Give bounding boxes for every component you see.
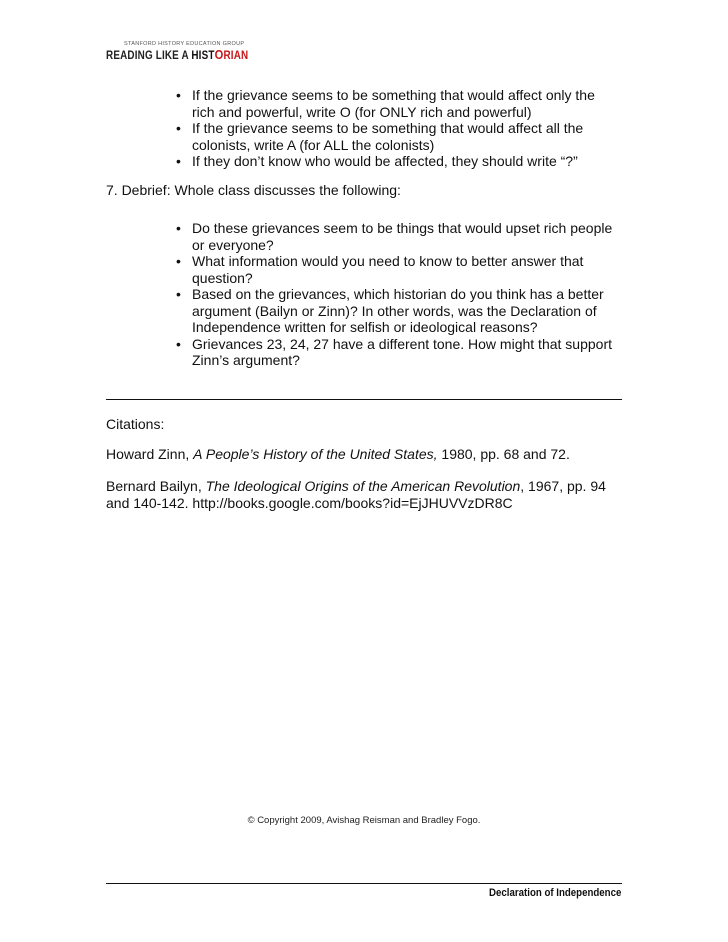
logo-subtitle: STANFORD HISTORY EDUCATION GROUP [124,41,245,47]
logo-hist: HIST [191,50,215,62]
bullet-text: Grievances 23, 24, 27 have a different tone. How might that support Zinn’s argument? [192,335,612,368]
logo-prefix: READING LIKE A [106,50,192,62]
citations-heading: Citations: [106,416,165,432]
citation-title: A People’s History of the United States, [193,446,438,462]
bullet-text: Based on the grievances, which historian do you think has a better argument (Bailyn or Zinn)? In other words, was the Declaration of Independence written for selfish or ideological reasons? [192,286,604,335]
bullet-text: Do these grievances seem to be things that would upset rich people or everyone? [192,220,613,253]
list-item [176,220,616,253]
citation-details: , 1967, pp. 94 and 140-142. http://books.google.com/books?id=EjJHUVVzDR8C [106,478,606,511]
bullet-icon: • [176,253,181,269]
bullet-icon: • [176,120,181,136]
list-item [176,336,616,369]
bullet-text: If the grievance seems to be something that would affect all the colonists, write A (for ALL the colonists) [192,120,584,153]
citation-details: 1980, pp. 68 and 72. [437,446,570,462]
bullet-text: What information would you need to know to better answer that question? [192,253,584,286]
bullet-icon: • [176,87,181,103]
citation-author: Bernard Bailyn, [106,478,206,494]
citation-zinn [106,446,570,463]
citation-bailyn [106,478,616,512]
list-item [176,253,616,286]
logo-wordmark [106,48,248,63]
list-item [176,87,616,120]
grievance-instructions-list [176,87,616,170]
section-divider [106,399,622,400]
citation-author: Howard Zinn, [106,446,194,462]
logo-mark-icon: O [214,47,224,62]
reading-like-a-historian-logo [106,41,272,63]
bullet-text: If they don’t know who would be affected, they should write “?” [192,153,578,169]
list-item [176,286,616,336]
bullet-icon: • [176,220,181,236]
footer-title: Declaration of Independence [488,887,621,899]
citation-title: The Ideological Origins of the American Revolution [205,478,521,494]
logo-rian: RIAN [223,50,249,62]
bullet-icon: • [176,153,181,169]
list-item [176,153,616,170]
footer-divider [106,883,622,884]
bullet-text: If the grievance seems to be something that would affect only the rich and powerful, write O (for ONLY rich and powerful) [192,87,595,120]
bullet-icon: • [176,286,181,302]
bullet-icon: • [176,335,181,352]
copyright-notice: © Copyright 2009, Avishag Reisman and Bradley Fogo. [247,815,481,826]
step-7-debrief: 7. Debrief: Whole class discusses the following: [106,182,401,198]
list-item [176,120,616,153]
debrief-questions-list [176,220,616,369]
